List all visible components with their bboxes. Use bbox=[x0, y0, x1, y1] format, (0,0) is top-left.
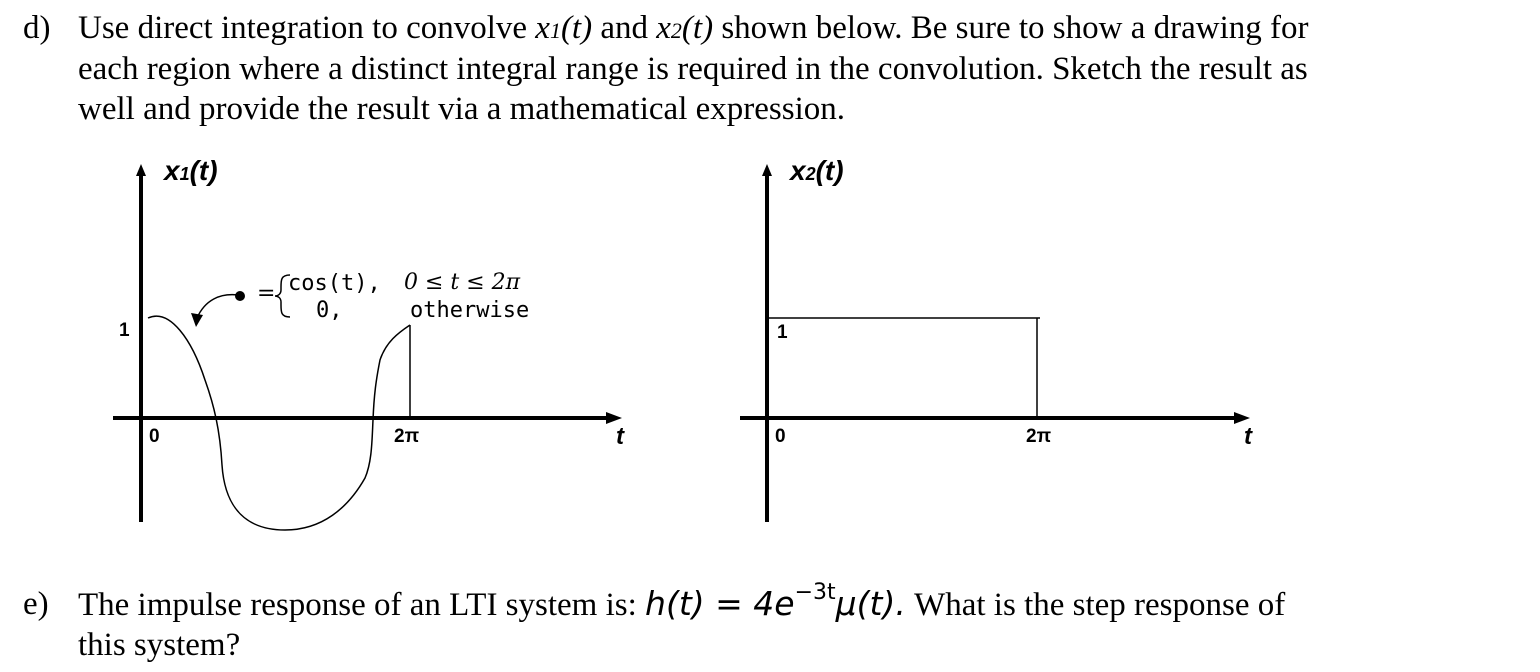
x1-cos-curve bbox=[148, 316, 410, 530]
part-d-line-2: each region where a distinct integral range is required in the convolution. Sketch the result as bbox=[78, 51, 1308, 87]
left-x-axis-label: t bbox=[616, 423, 624, 450]
part-e-line-1-text-b: What is the step response of bbox=[905, 587, 1286, 623]
part-e-line-1 bbox=[78, 580, 1286, 630]
right-y-axis-arrow bbox=[762, 164, 772, 176]
left-figure bbox=[113, 164, 622, 530]
left-x-tick-2pi: 2π bbox=[394, 426, 420, 447]
right-x-axis-label: t bbox=[1244, 423, 1252, 450]
equals-sign: = bbox=[704, 584, 754, 623]
x2-argument: (t) bbox=[681, 10, 714, 46]
right-title-arg: (t) bbox=[815, 155, 844, 186]
part-d-line-1-text-b: shown below. Be sure to show a drawing for bbox=[713, 10, 1309, 46]
definition-case-1: cos(t), bbox=[288, 271, 381, 296]
left-x-tick-zero: 0 bbox=[149, 426, 160, 447]
definition-case-2: 0, bbox=[316, 298, 343, 323]
definition-pointer-arrow bbox=[191, 313, 203, 327]
part-e-line-1-text-a: The impulse response of an LTI system is: bbox=[78, 587, 646, 623]
right-y-tick-one: 1 bbox=[777, 322, 788, 343]
x1-symbol: x bbox=[535, 10, 550, 46]
left-title-sub: 1 bbox=[179, 164, 190, 184]
right-title-sub: 2 bbox=[805, 164, 816, 184]
part-d-line-1-text-a: Use direct integration to convolve bbox=[78, 10, 536, 46]
part-e-line-2: this system? bbox=[78, 627, 241, 663]
left-title-arg: (t) bbox=[189, 155, 218, 186]
left-title-x: x bbox=[164, 155, 180, 186]
part-d-label: d) bbox=[23, 10, 51, 46]
definition-case-1-condition: 0 ≤ t ≤ 2π bbox=[404, 270, 521, 295]
definition-case-2-condition: otherwise bbox=[410, 298, 530, 323]
x2-subscript: 2 bbox=[670, 18, 682, 43]
right-figure bbox=[740, 164, 1250, 522]
right-title-x: x bbox=[790, 155, 806, 186]
left-y-axis-arrow bbox=[136, 164, 146, 176]
h-expression: h(t) bbox=[645, 584, 705, 623]
left-y-tick-one: 1 bbox=[119, 320, 130, 341]
left-figure-title bbox=[164, 155, 218, 187]
part-e-label: e) bbox=[23, 586, 49, 622]
part-d-line-3: well and provide the result via a mathematical expression. bbox=[78, 91, 845, 127]
x2-symbol: x bbox=[656, 10, 671, 46]
right-x-tick-zero: 0 bbox=[775, 426, 786, 447]
x1-subscript: 1 bbox=[549, 18, 561, 43]
x1-argument: (t) bbox=[560, 10, 593, 46]
definition-bullet bbox=[235, 291, 245, 301]
definition-equals: = bbox=[257, 281, 276, 306]
part-d-and: and bbox=[592, 10, 657, 46]
coefficient: 4e bbox=[753, 584, 795, 623]
right-x-tick-2pi: 2π bbox=[1026, 426, 1052, 447]
definition-pointer bbox=[197, 295, 238, 318]
right-figure-title bbox=[790, 155, 844, 187]
exponent: −3t bbox=[794, 580, 836, 605]
step-function: μ(t). bbox=[835, 584, 906, 623]
